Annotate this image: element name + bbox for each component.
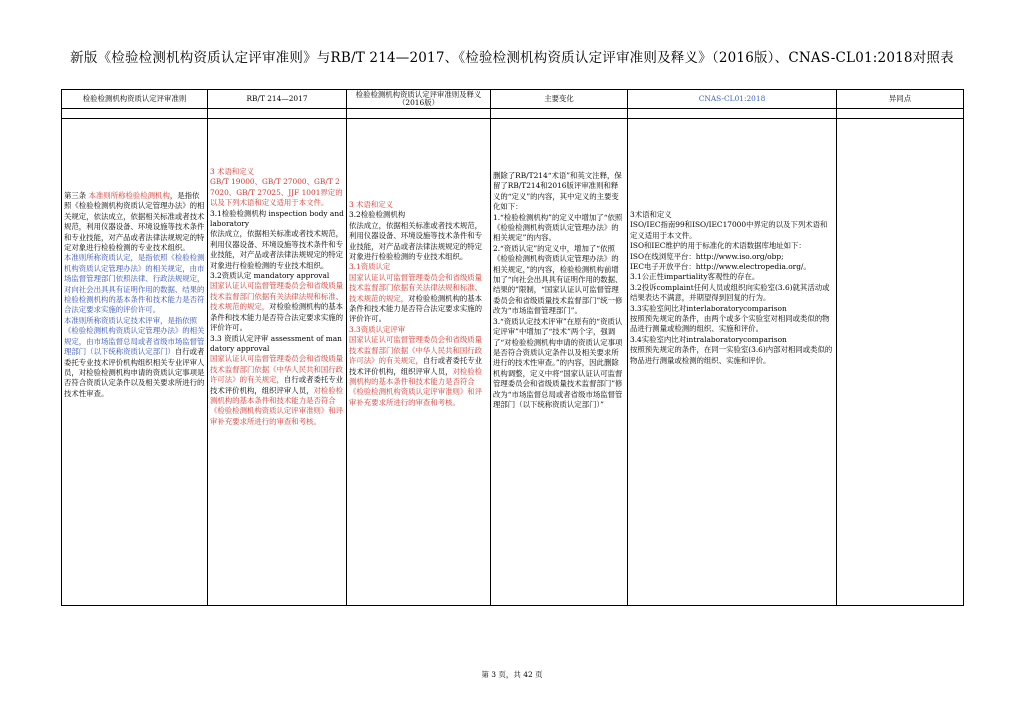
criteria-definition-text: ，是指依照《检验检测机构资质认定管理办法》的相关规定，依法成立，依据相关标准或者技术规范，利用仪器设备、环境设施等技术条件和专业技能，对产品或者法律法规规定的特定对象进行检验检测的专业技术组织。 (64, 191, 205, 253)
criteria-review-text: 本准则所称资质认定技术评审，是指依照《检验检测机构资质认定管理办法》的相关规定，由市场监督总局或者省级市场监督管理部门（以下统称资质认定部门） (64, 315, 205, 357)
cnas-3-3-text: 按照预先规定的条件，由两个或多个实验室对相同或类似的物品进行测量或检测的组织、实施和评价。 (630, 314, 830, 334)
cnas-3-4-heading: 3.4实验室内比对intralaboratorycomparison (630, 334, 787, 344)
comparison-table (61, 89, 964, 606)
header-rbt214: RB/T 214—2017 (208, 90, 347, 109)
table-header-row (62, 90, 964, 109)
criteria-article-3: 第三条 (64, 191, 89, 200)
c2016-3-1-red: 国家认证认可监督管理委员会和省级质量技术监督部门依据有关法律法规和标准、技术规范的规定， (349, 272, 483, 303)
rbt-3-2-text: 对检验检测机构的基本条件和技术能力是否符合法定要求实施的评价许可。 (210, 302, 344, 333)
header-main-changes: 主要变化 (491, 90, 628, 109)
changes-intro: 删除了RB/T214“术语”和英文注释，保留了RB/T214和2016版评审准则和释义的“定义”的内容，其中定义的主要变化如下： (493, 171, 622, 212)
c2016-3-3-heading: 3.3资质认定评审 (349, 324, 406, 334)
cell-rbt214 (208, 119, 347, 606)
cnas-terms-db: ISO和IEC维护的用于标准化的术语数据库地址如下： (630, 241, 806, 251)
cnas-terms-scope: ISO/IEC指南99和ISO/IEC17000中界定的以及下列术语和定义适用于本文件。 (630, 220, 828, 240)
cell-cnas (628, 119, 837, 606)
criteria-review-text-2: 自行或者委托专业技术评价机构组织相关专业评审人员，对检验检测机构申请的资质认定事项是否符合资质认定条件以及相关要求所进行的技术性审查。 (64, 347, 205, 398)
cell-main-changes (491, 119, 628, 606)
c2016-3-3-red-2: 对检验检测机构的基本条件和技术能力是否符合《检验检测机构资质认定评审准则》和评审补充要求所进行的审查和考核。 (349, 366, 483, 407)
changes-item-2: 2.“资质认定”的定义中，增加了“依照《检验检测机构资质认定管理办法》的相关规定，”的内容，检验检测机构前增加了“向社会出具具有证明作用的数据、结果的”限制，“国家认证认可监督管理委员会和省级质量技术监督部门”统一修改为“市场监督管理部门”。 (493, 243, 623, 316)
c2016-3-1-text: 对检验检测机构的基本条件和技术能力是否符合法定要求实施的评价许可。 (349, 293, 483, 324)
header-cnas: CNAS-CL01:2018 (628, 90, 837, 109)
c2016-terms-heading: 3 术语和定义 (349, 200, 394, 209)
c2016-3-1-heading: 3.1资质认定 (349, 262, 391, 272)
spacer-row (62, 109, 964, 119)
cnas-terms-heading: 3术语和定义 (630, 210, 672, 219)
rbt-terms-scope: GB/T 19000、GB/T 27000、GB/T 27020、GB/T 27025、JJF 1001界定的以及下列术语和定义适用于本文件。 (210, 177, 343, 208)
page-number: 第 3 页，共 42 页 (481, 670, 543, 679)
cnas-3-4-text: 按照预先规定的条件，在同一实验室(3.6)内部对相同或类似的物品进行测量或检测的组织、实施和评价。 (630, 345, 833, 365)
c2016-3-2-heading: 3.2检验检测机构 (349, 210, 406, 220)
rbt-3-1-heading: 3.1检验检测机构 inspection body and laboratory (210, 208, 344, 229)
cnas-iec-link: IEC电子开放平台：http://www.electropedia.org/。 (630, 262, 811, 272)
rbt-3-3-red-2: 对检验检测机构的基本条件和技术能力是否符合《检验检测机构资质认定评审准则》和评审补充要求所进行的审查和考核。 (210, 385, 344, 426)
header-criteria: 检验检测机构资质认定评审准则 (62, 90, 208, 109)
cell-differences (837, 119, 964, 606)
rbt-3-3-red: 国家认证认可监督管理委员会和省级质量技术监督部门依据《中华人民共和国行政许可法》的有关规定， (210, 354, 344, 385)
c2016-3-3-red: 国家认证认可监督管理委员会和省级质量技术监督部门依据《中华人民共和国行政许可法》的有关规定， (349, 335, 483, 366)
rbt-terms-heading: 3 术语和定义 (210, 167, 255, 176)
cell-criteria-2016 (347, 119, 491, 606)
c2016-3-3-text: 自行或者委托专业技术评价机构，组织评审人员， (349, 356, 483, 376)
rbt-3-3-heading: 3.3 资质认定评审 assessment of mandatory approval (210, 333, 342, 353)
rbt-3-3-text: 自行或者委托专业技术评价机构，组织评审人员， (210, 375, 344, 395)
cnas-3-1: 3.1公正性impartiality客观性的存在。 (630, 272, 760, 282)
page-title: 新版《检验检测机构资质认定评审准则》与RB/T 214—2017、《检验检测机构资质认定评审准则及释义》（2016版）、CNAS-CL01:2018对照表 (70, 50, 954, 66)
criteria-definition-term: 本准则所称检验检测机构 (88, 191, 170, 200)
criteria-approval-text: 本准则所称资质认定，是指依照《检验检测机构资质认定管理办法》的相关规定，由市场监督管理部门依照法律、行政法规规定，对向社会出具具有证明作用的数据、结果的检验检测机构的基本条件和技术能力是否符合法定要求实施的评价许可。 (64, 253, 205, 315)
changes-item-1: 1.“检验检测机构”的定义中增加了“依照《检验检测机构资质认定管理办法》的相关规定”的内容。 (493, 212, 623, 243)
changes-item-3: 3.“资质认定技术评审”在原有的“资质认定评审”中增加了“技术”两个字，强调了“对检验检测机构申请的资质认定事项是否符合资质认定条件以及相关要求所进行的技术性审查。”的内容，因此删除机构调整，定义中将“国家认证认可监督管理委员会和省级质量技术监督部门”修改为“市场监督总局或者省级市场监督管理部门（以下统称资质认定部门）” (493, 316, 623, 409)
table-row (62, 119, 964, 606)
cnas-3-2: 3.2投诉complaint任何人员或组织向实验室(3.6)就其活动或结果表达不满意，并期望得到回复的行为。 (630, 282, 830, 303)
c2016-3-2-text: 依法成立，依据相关标准或者技术规范，利用仪器设备、环境设施等技术条件和专业技能，对产品或者法律法规规定的特定对象进行检验检测的专业技术组织。 (349, 220, 483, 262)
header-criteria-2016: 检验检测机构资质认定评审准则及释义（2016版） (347, 90, 491, 109)
cell-criteria (62, 119, 208, 606)
rbt-3-1-text: 依法成立，依据相关标准或者技术规范，利用仪器设备、环境设施等技术条件和专业技能，对产品或者法律法规规定的特定对象进行检验检测的专业技术组织。 (210, 229, 344, 270)
rbt-3-2-red: 国家认证认可监督管理委员会和省级质量技术监督部门依据有关法律法规和标准、技术规范的规定， (210, 281, 344, 312)
cnas-3-3-heading: 3.3实验室间比对interlaboratorycomparison (630, 303, 787, 313)
rbt-3-2-heading: 3.2资质认定 mandatory approval (210, 271, 330, 281)
header-differences: 异同点 (837, 90, 964, 109)
cnas-iso-link: ISO在线浏览平台：http://www.iso.org/obp; (630, 251, 784, 261)
